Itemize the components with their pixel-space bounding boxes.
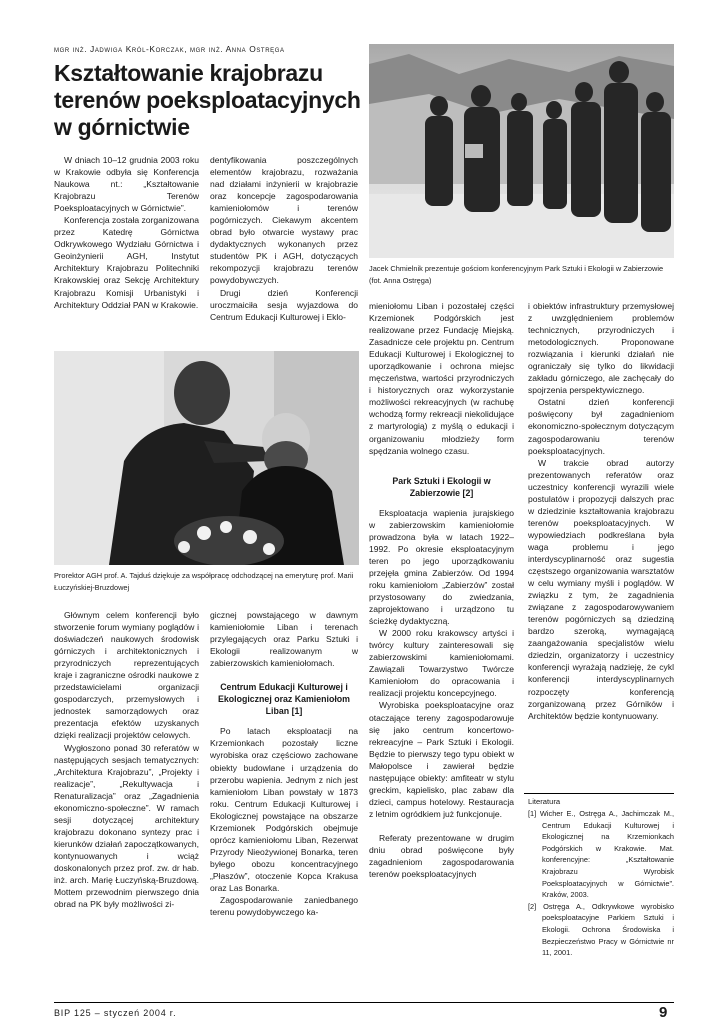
photo-caption-top: Jacek Chmielnik prezentuje gościom konferencyjnym Park Sztuki i Ekologii w Zabierzowie (fot. Anna Ostręga) bbox=[369, 264, 664, 285]
photo-caption-middle: Prorektor AGH prof. A. Tajduś dziękuje za współpracę odchodzącej na emeryturę prof. Marii Łuczyńskiej-Bruzdowej bbox=[54, 571, 354, 592]
column-2-top bbox=[210, 154, 358, 323]
paragraph: Konferencja została zorganizowana przez Katedrę Górnictwa Odkrywkowego Wydziału Górnictwa i Geoinżynierii AGH, Instytut Architektury Krajobrazu Politechniki Krakowskiej oraz Sekcję Architektury Krajobrazu Komisji Urbanistyki i Architektury Oddział PAN w Krakowie. bbox=[54, 215, 199, 310]
paragraph: Ostatni dzień konferencji poświęcony był zagadnieniom ekonomiczno-społecznym dotyczącym zagospodarowaniu terenów poeksploatacyjnych. bbox=[528, 397, 674, 456]
paragraph: Drugi dzień Konferencji uroczmaiciła sesja wyjazdowa do Centrum Edukacji Kulturowej i Eklo- bbox=[210, 287, 358, 322]
paragraph: dentyfikowania poszczególnych elementów krajobrazu, rozważania nad działami inżynierii w krajobrazie oraz koncepcje zagospodarowania kamieniołomów i terenów pogórniczych. Ciekawym akcentem obrad było otwarcie wystawy prac dydaktycznych wykonanych przez studentów PK i AGH, dotyczących rekompozycji krajobrazu terenów powydobywczych. bbox=[210, 155, 358, 286]
paragraph: W dniach 10–12 grudnia 2003 roku w Krakowie odbyła się Konferencja Naukowa nt.: „Kształtowanie Krajobrazu Terenów Poeksploatacyjnych w Górnictwie”. bbox=[54, 155, 199, 214]
paragraph: Głównym celem konferencji było stworzenie forum wymiany poglądów i doświadczeń naukowych środowisk górniczych i architektonicznych i przyrodniczych reprezentujących kraje i zagraniczne ośrodki naukowe z przedstawicielami organizacji gospodarczych, przemysłowych i jednostek samorządowych oraz prezentacja efektów uzyskanych dzięki realizacji projektów celowych. bbox=[54, 610, 199, 741]
paragraph: W 2000 roku krakowscy artyści i twórcy kultury zainteresowali się zabierzowskimi kamieniołomami. Zawiązali Towarzystwo Twórcze Kamieniołom do opracowania i realizacji projektu koncepcyjnego. bbox=[369, 628, 514, 699]
paragraph: Wygłoszono ponad 30 referatów w następujących sesjach tematycznych: „Architektura Krajobrazu”, „Projekty i realizacje”, „Rekultywacja i Renaturalizacja” oraz „Zagadnienia ekonomiczno-społeczne”. W ramach sesji dotyczącej architektury krajobrazu dokonano syntezy prac i kierunków działań zapoczątkowanych, kontynuowanych i wciąż doskonalonych przez prof. zw. dr hab. inż. arch. Marię Łuczyńską-Bruzdową. Mottem przewodnim pierwszego dnia obrad na PK były możliwości zi- bbox=[54, 742, 199, 910]
paragraph: Po latach eksploatacji na Krzemionkach pozostały liczne wyrobiska oraz częściowo zachowane obiekty budowlane i urządzenia do przerobu wapienia. Jednym z nich jest kamieniołom Liban powstały w 1873 roku. Centrum Edukacji Kulturowej i Ekologicznej powstające na obszarze Krzemionek Podgórskich obejmuje oprócz kamieniołomu Liban, Rezerwat Przyrody Nieożywionej Bonarka, teren byłego obozu koncentracyjnego „Płaszów”, otoczenie Kopca Krakusa oraz Las Bonarka. bbox=[210, 726, 358, 893]
footer-divider bbox=[54, 1002, 674, 1003]
paragraph: mieniołomu Liban i pozostałej części Krzemionek Podgórskich jest realizowane przez Fundację Miejską. Zasadnicze cele projektu pn. Centrum Edukacji Kulturowej i Ekologicznej to uporządkowanie i ochrona miejsc męczeństwa, wartości przyrodniczych i historycznych oraz wykorzystanie możliwości rekreacyjnych (w rachubę wchodzą formy rekreacji niekolidujące z martyrologią) z myślą o edukacji i organizowaniu młodzieży form spędzania wolnego czasu. bbox=[369, 301, 514, 456]
title-line-1: Kształtowanie krajobrazu bbox=[54, 60, 323, 86]
paragraph: i obiektów infrastruktury przemysłowej z uwzględnieniem problemów technicznych, przyrodniczych i metodologicznych. Proponowane rozwiązania i kierunki działań nie ograniczały się tylko do likwidacji zakładu górniczego, ale zachęcały do spojrzenia perspektywicznego. bbox=[528, 301, 674, 396]
title-line-2: terenów poeksploatacyjnych bbox=[54, 87, 361, 113]
section-heading-zabierzow: Park Sztuki i Ekologii w Zabierzowie [2] bbox=[392, 475, 491, 498]
footer-issue: BIP 125 – styczeń 2004 r. bbox=[54, 1008, 177, 1018]
literature-title: Literatura bbox=[528, 797, 561, 806]
paragraph: Eksploatacja wapienia jurajskiego w zabierzowskim kamieniołomie prowadzona była w latach 1922–1992. Po okresie eksploatacyjnym teren po jego uporządkowaniu przejęła gmina Zabierzów. Od 1994 roku kamieniołom „Zabierzów” został przystosowany do zwiedzania, zaprojektowano i urządzono tu ścieżkę dydaktyczną. bbox=[369, 507, 514, 627]
column-1-top bbox=[54, 154, 199, 311]
article-title bbox=[54, 60, 364, 141]
paragraph: Zagospodarowanie zaniedbanego terenu powydobywczego ka- bbox=[210, 895, 358, 918]
literature-section bbox=[528, 796, 674, 959]
column-4 bbox=[528, 300, 674, 722]
literature-divider bbox=[524, 793, 674, 794]
photo-prorector-thanks bbox=[54, 351, 359, 565]
paragraph: W trakcie obrad autorzy prezentowanych referatów oraz uczestnicy konferencji wyrazili wiele postulatów i propozycji dalszych prac w dziedzinie kształtowania krajobrazu terenów poeksploatacyjnych. W wypowiedziach podkreślana była waga problemu i jego interdyscyplinarność oraz sugestia częstszego organizowania warsztatów w celu wymiany myśli i poglądów. W związku z tym, że zagadnienia związane z zagospodarowywaniem terenów pogórniczych są dziedziną bardzo szeroką, wymagającą zaangażowania specjalistów wielu dziedzin, organizatorzy i uczestnicy konferencji wyrażają nadzieję, że cykl konferencji interdyscyplinarnych rozpoczęty konferencją zorganizowaną przez Górników i Architektów będzie kontynuowany. bbox=[528, 457, 674, 721]
paragraph: Referaty prezentowane w drugim dniu obrad poświęcone były zagadnieniom zagospodarowania terenów poeksploatacyjnych bbox=[369, 832, 514, 880]
column-3 bbox=[369, 300, 514, 880]
photo-quarry-image bbox=[369, 44, 674, 258]
reference-item: [1] Wicher E., Ostręga A., Jachimczak M., Centrum Edukacji Kulturowej i Ekologicznej na Krzemionkach Podgórskich w Krakowie. Mat. konferencyjne: „Kształtowanie Krajobrazu Wyrobisk Poeksploatacyjnych w Górnictwie”. Kraków, 2003. bbox=[528, 809, 674, 900]
article-authors: mgr inż. Jadwiga Król-Korczak, mgr inż. Anna Ostręga bbox=[54, 44, 285, 54]
photo-conference-guests-quarry bbox=[369, 44, 674, 258]
column-2-bottom bbox=[210, 609, 358, 918]
paragraph: gicznej powstającego w dawnym kamieniołomie Liban i terenach przylegających oraz Parku Sztuki i Ekologii realizowanym w zabierzowskich kamieniołomach. bbox=[210, 610, 358, 669]
title-line-3: w górnictwie bbox=[54, 114, 190, 140]
paragraph: Wyrobiska poeksploatacyjne oraz otaczające tereny zagospodarowuje się jako centrum koncertowo-rekreacyjne – Park Sztuki i Ekologii. Będzie to pierwszy tego typu obiekt w Małopolsce i zawierał będzie następujące obiekty: amfiteatr w stylu greckim, kąpielisko, plac zabaw dla dzieci, campus hotelowy. Restauracja z letnim ogródkiem już funkcjonuje. bbox=[369, 700, 514, 819]
page-number: 9 bbox=[659, 1004, 668, 1021]
section-heading-liban: Centrum Edukacji Kulturowej i Ekologicznej oraz Kamieniołom Liban [1] bbox=[218, 682, 350, 717]
reference-item: [2] Ostręga A., Odkrywkowe wyrobisko poeksploatacyjne Parkiem Sztuki i Ekologii. Ochrona Środowiska i Bezpieczeństwo Pracy w Górnictwie nr 11, 2001. bbox=[528, 901, 674, 958]
photo-handshake-image bbox=[54, 351, 359, 565]
column-1-bottom bbox=[54, 609, 199, 910]
